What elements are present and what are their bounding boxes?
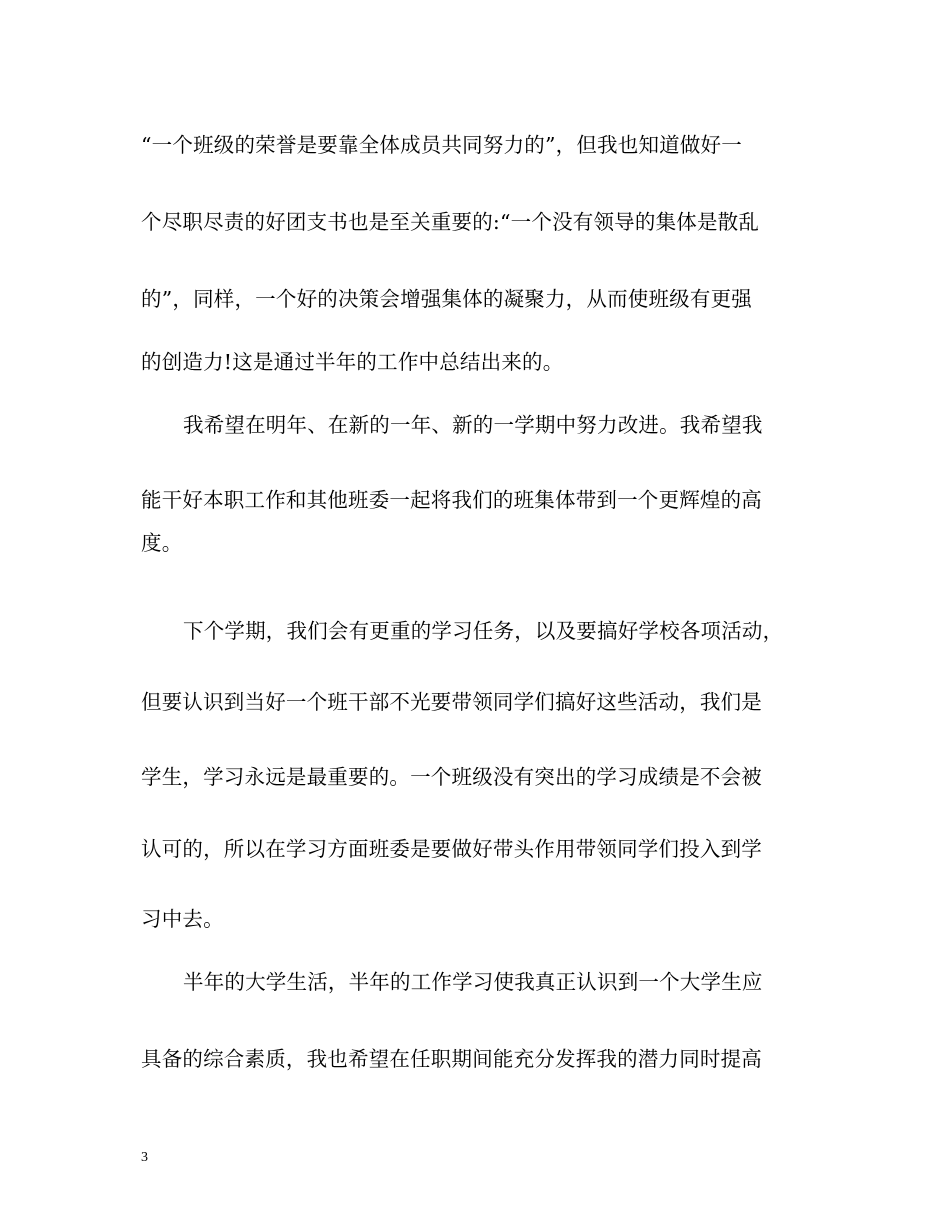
text-line: 个尽职尽责的好团支书也是至关重要的:“一个没有领导的集体是散乱 [141,210,760,234]
text-line: 但要认识到当好一个班干部不光要带领同学们搞好这些活动，我们是 [141,690,762,714]
text-line: 习中去。 [141,907,224,931]
text-line: 我希望在明年、在新的一年、新的一学期中努力改进。我希望我 [183,413,763,437]
text-line: 的创造力!这是通过半年的工作中总结出来的。 [141,350,564,374]
text-line: “一个班级的荣誉是要靠全体成员共同努力的”，但我也知道做好一 [141,133,742,157]
page-number: 3 [141,1150,148,1165]
text-line: 的”，同样，一个好的决策会增强集体的凝聚力，从而使班级有更强 [141,287,752,311]
text-line: 下个学期，我们会有更重的学习任务，以及要搞好学校各项活动， [183,619,784,643]
text-line: 认可的，所以在学习方面班委是要做好带头作用带领同学们投入到学 [141,837,762,861]
text-line: 具备的综合素质，我也希望在任职期间能充分发挥我的潜力同时提高 [141,1047,762,1071]
text-line: 半年的大学生活，半年的工作学习使我真正认识到一个大学生应 [183,970,763,994]
text-line: 度。 [141,531,183,555]
text-line: 能干好本职工作和其他班委一起将我们的班集体带到一个更辉煌的高 [141,488,762,512]
text-line: 学生，学习永远是最重要的。一个班级没有突出的学习成绩是不会被 [141,765,762,789]
